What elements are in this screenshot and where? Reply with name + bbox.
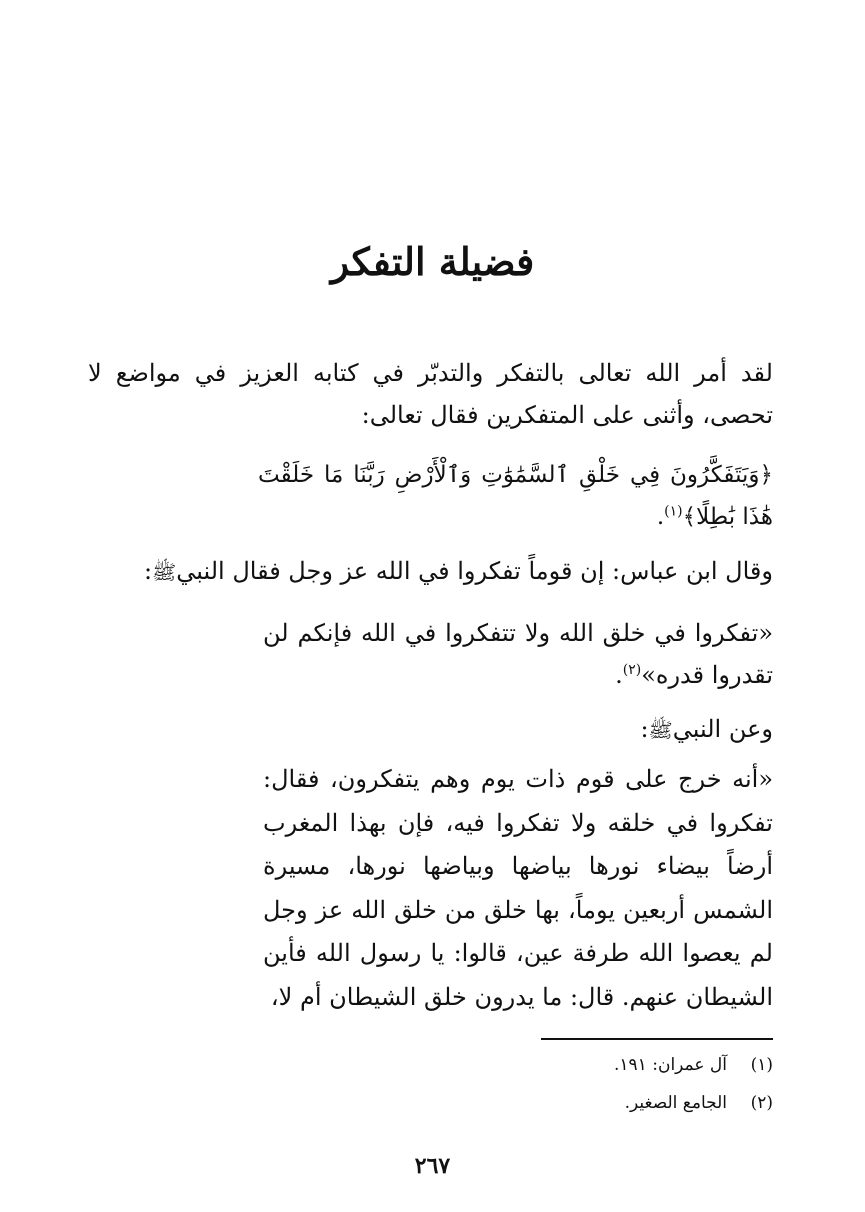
verse-end: . <box>656 504 665 530</box>
prophet-paragraph <box>88 708 773 751</box>
honorific-symbol: ﷺ <box>648 718 673 742</box>
verse-text: ﴿وَيَتَفَكَّرُونَ فِي خَلْقِ ٱلسَّمَٰوَٰتِ وَٱلْأَرْضِ رَبَّنَا مَا خَلَقْتَ هَٰذَا بَٰطِلًا﴾ <box>258 462 773 530</box>
footnote-number: (١) <box>750 1055 773 1075</box>
hadith-quote-1 <box>263 612 773 696</box>
prophet2-end: : <box>640 715 649 743</box>
footnotes <box>373 1046 773 1122</box>
intro-paragraph: لقد أمر الله تعالى بالتفكر والتدبّر في كتابه العزيز في مواضع لا تحصى، وأثنى على المتفكرين فقال تعالى: <box>88 359 773 429</box>
prophet2-text: وعن النبي <box>672 715 773 743</box>
footnote-text: آل عمران: ١٩١. <box>614 1055 727 1075</box>
footnote-2 <box>373 1084 773 1122</box>
ibn-abbas-end: : <box>143 557 153 585</box>
footnote-text: الجامع الصغير. <box>624 1093 727 1113</box>
hadith1-end: . <box>615 661 623 689</box>
honorific-symbol: ﷺ <box>152 560 177 584</box>
page-number: ٢٦٧ <box>414 1153 451 1179</box>
footnote-1 <box>373 1046 773 1084</box>
footnote-ref-1: (١) <box>664 503 683 520</box>
hadith1-text: «تفكروا في خلق الله ولا تتفكروا في الله فإنكم لن تقدروا قدره» <box>263 619 773 689</box>
footnote-divider <box>541 1038 773 1040</box>
footnote-number: (٢) <box>750 1093 773 1113</box>
hadith-quote-2: «أنه خرج على قوم ذات يوم وهم يتفكرون، فقال: تفكروا في خلقه ولا تفكروا فيه، فإن بهذا المغرب أرضاً بيضاء نورها بياضها وبياضها نورها، مسيرة الشمس أربعين يوماً، بها خلق من خلق الله عز وجل لم يعصوا الله طرفة عين، قالوا: يا رسول الله فأين الشيطان عنهم. قال: ما يدرون خلق الشيطان أم لا، <box>263 765 773 1011</box>
footnote-ref-2: (٢) <box>622 662 642 678</box>
ibn-abbas-text: وقال ابن عباس: إن قوماً تفكروا في الله عز وجل فقال النبي <box>176 557 773 585</box>
page-title: فضيلة التفكر <box>330 239 535 284</box>
quran-verse <box>258 454 773 538</box>
ibn-abbas-paragraph <box>88 550 773 593</box>
